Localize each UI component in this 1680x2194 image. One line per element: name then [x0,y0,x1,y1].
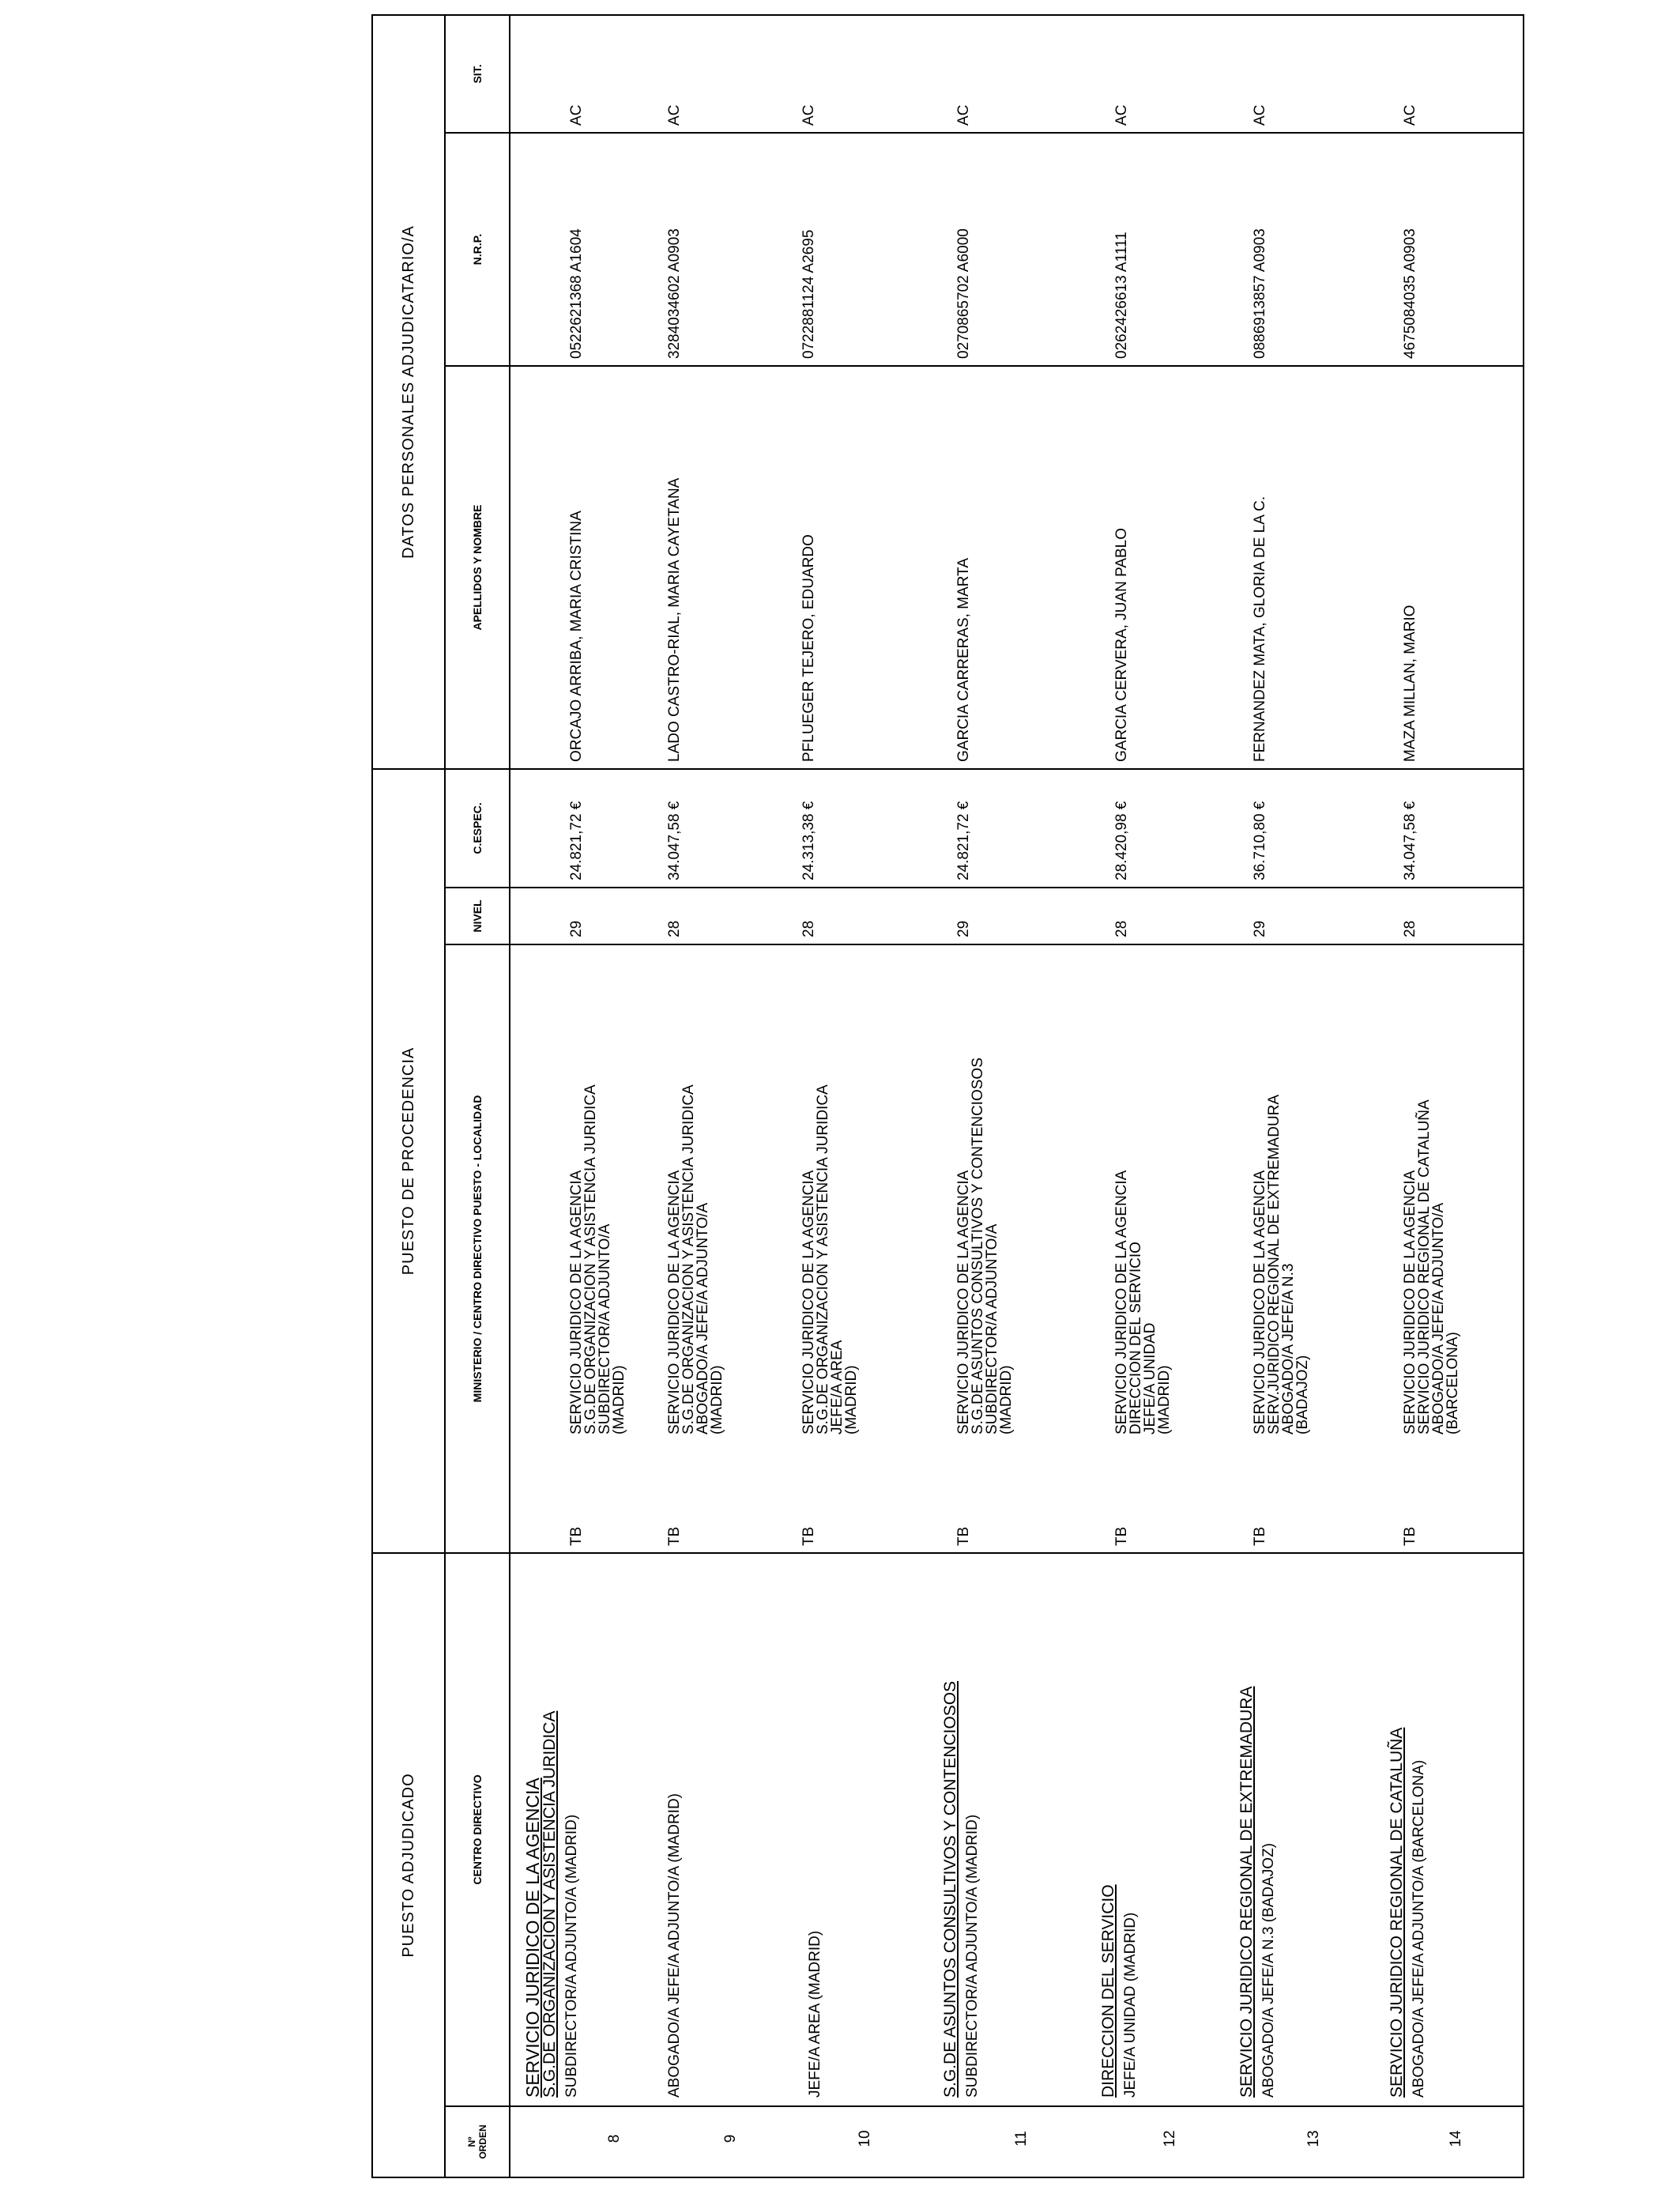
ministerio-line: (MADRID) [709,1365,725,1434]
ministerio-line: (BARCELONA) [1445,1332,1461,1434]
header-sit: SIT. [445,15,510,133]
ministerio-cell [1226,945,1376,1434]
sit-value-cell [795,16,929,132]
cespec-value: 34.047,58 € [666,801,683,880]
tb-code: TB [1113,1526,1130,1546]
ministerio-line: S.G.DE ORGANIZACION Y ASISTENCIA JURIDICA [815,1084,831,1434]
orden-cell [795,2107,929,2177]
cespec-value: 34.047,58 € [1402,801,1418,880]
header-puesto-procedencia: PUESTO DE PROCEDENCIA [372,769,445,1553]
cespec-value-cell [929,770,1087,887]
section-heading: S.G.DE ASUNTOS CONSULTIVOS Y CONTENCIOSOS [941,1680,959,2098]
apellidos-nombre-cell [795,367,929,768]
cespec-value-cell [795,770,929,887]
apellidos-nombre: LADO CASTRO-RIAL, MARIA CAYETANA [666,477,683,762]
ministerio-line: SERVICIO JURIDICO DE LA AGENCIA [666,1170,683,1434]
tb-code: TB [1252,1526,1268,1546]
ministerio-line: JEFE/A UNIDAD [1142,1322,1158,1434]
cespec-value-cell [1376,770,1510,887]
column-orden [510,2106,1524,2177]
ministerio-line: SERVICIO JURIDICO DE LA AGENCIA [1402,1170,1418,1434]
nivel-value-cell [1087,888,1226,944]
tb-code-cell [795,1434,929,1552]
tb-code-cell [929,1434,1087,1552]
orden-number: 12 [1161,2130,1178,2147]
ministerio-line: (MADRID) [998,1365,1015,1434]
apellidos-nombre-cell [1376,367,1510,768]
nrp-value: 0722881124 A2695 [800,229,817,359]
puesto-label: ABOGADO/A JEFE/A N.3 (BADAJOZ) [1260,1842,1277,2098]
sit-value-cell [1087,16,1226,132]
puesto-cell [808,1554,942,2098]
section-heading: DIRECCION DEL SERVICIO [1099,1884,1117,2098]
column-nivel [510,888,1524,944]
tb-code: TB [568,1526,585,1546]
header-orden-2: ORDEN [477,2124,488,2159]
cespec-value-cell [1226,770,1376,887]
apellidos-nombre: PFLUEGER TEJERO, EDUARDO [800,534,817,762]
nrp-value-cell [929,134,1087,365]
nivel-value-cell [929,888,1087,944]
ministerio-line: SERV.JURIDICO REGIONAL DE EXTREMADURA [1266,1094,1283,1434]
puesto-cell [942,1554,1100,2098]
sit-value: AC [1402,104,1418,126]
ministerio-line: SERVICIO JURIDICO DE LA AGENCIA [800,1170,817,1434]
apellidos-nombre-cell [661,367,795,768]
nivel-value-cell [510,888,661,944]
cespec-value: 24.313,38 € [800,801,817,880]
apellidos-nombre-cell [1087,367,1226,768]
apellidos-nombre-cell [929,367,1087,768]
sit-value-cell [510,16,661,132]
nivel-value: 28 [1402,920,1418,937]
cespec-value: 36.710,80 € [1252,801,1268,880]
header-puesto-adjudicado: PUESTO ADJUDICADO [372,1553,445,2177]
section-heading: SERVICIO JURIDICO REGIONAL DE EXTREMADURA [1237,1686,1256,2098]
orden-number: 10 [857,2130,873,2147]
header-nivel: NIVEL [445,888,510,944]
ministerio-line: ABOGADO/A JEFE/A N.3 [1280,1263,1297,1434]
column-centro-directivo [510,1553,1524,2106]
nrp-value: 4675084035 A0903 [1402,228,1418,359]
header-orden-1: Nº [466,2136,477,2147]
orden-number: 8 [606,2134,623,2143]
tb-code-cell [1376,1434,1510,1552]
ministerio-cell [661,945,795,1434]
cespec-value-cell [1087,770,1226,887]
puesto-cell [667,1554,801,2098]
puesto-label: SUBDIRECTOR/A ADJUNTO/A (MADRID) [964,1814,981,2098]
nivel-value: 28 [800,920,817,937]
header-cespec: C.ESPEC. [445,769,510,888]
nivel-value-cell [1226,888,1376,944]
cespec-value-cell [510,770,661,887]
column-cespec [510,769,1524,888]
orden-cell [1376,2107,1510,2177]
nivel-value: 29 [1252,920,1268,937]
ministerio-line: (MADRID) [843,1365,860,1434]
sit-value-cell [929,16,1087,132]
sit-value: AC [666,104,683,126]
ministerio-line: SERVICIO JURIDICO REGIONAL DE CATALUÑA [1416,1099,1433,1434]
nrp-value-cell [1226,134,1376,365]
nrp-value-cell [661,134,795,365]
tb-code-cell [1087,1434,1226,1552]
section-heading: SERVICIO JURIDICO REGIONAL DE CATALUÑA [1388,1727,1406,2098]
header-centro-directivo: CENTRO DIRECTIVO [445,1553,510,2106]
column-ministerio [510,944,1524,1434]
ministerio-cell [1376,945,1510,1434]
orden-cell [1087,2107,1226,2177]
section-heading: SERVICIO JURIDICO DE LA AGENCIA [522,1777,543,2098]
puesto-cell [510,1554,661,2098]
ministerio-line: ABOGADO/A JEFE/A ADJUNTO/A [695,1202,711,1434]
apellidos-nombre-cell [1226,367,1376,768]
puesto-cell [1100,1554,1238,2098]
nivel-value: 28 [666,920,683,937]
orden-cell [1226,2107,1376,2177]
cespec-value: 24.821,72 € [568,801,585,880]
sit-value-cell [1376,16,1510,132]
column-sit [510,15,1524,133]
ministerio-line: SUBDIRECTOR/A ADJUNTO/A [984,1223,1000,1434]
column-apellidos [510,366,1524,769]
puesto-label: ABOGADO/A JEFE/A ADJUNTO/A (MADRID) [666,1793,683,2098]
ministerio-cell [795,945,929,1434]
tb-code: TB [666,1526,683,1546]
cespec-value-cell [661,770,795,887]
ministerio-line: S.G.DE ORGANIZACION Y ASISTENCIA JURIDICA [582,1084,599,1434]
ministerio-line: SERVICIO JURIDICO DE LA AGENCIA [955,1170,972,1434]
puesto-cell [1238,1554,1388,2098]
ministerio-line: S.G.DE ORGANIZACION Y ASISTENCIA JURIDICA [680,1084,697,1434]
nivel-value: 29 [568,920,585,937]
nrp-value-cell [1087,134,1226,365]
rotated-page [371,16,1509,2178]
nrp-value-cell [795,134,929,365]
ministerio-cell [929,945,1087,1434]
nivel-value-cell [661,888,795,944]
nrp-value-cell [510,134,661,365]
tb-code-cell [661,1434,795,1552]
orden-number: 11 [1013,2131,1030,2147]
apellidos-nombre: ORCAJO ARRIBA, MARIA CRISTINA [568,511,585,762]
cespec-value: 28.420,98 € [1113,801,1130,880]
puesto-cell [1388,1554,1523,2098]
ministerio-line: ABOGADO/A JEFE/A ADJUNTO/A [1430,1202,1447,1434]
tb-code: TB [1402,1526,1418,1546]
ministerio-line: (MADRID) [1156,1365,1173,1434]
header-nrp: N.R.P. [445,133,510,366]
nrp-value: 0522621368 A1604 [568,228,585,359]
nivel-value: 29 [955,920,972,937]
sit-value: AC [1252,104,1268,126]
tb-code: TB [955,1526,972,1546]
sit-value: AC [800,104,817,126]
tb-code-cell [1226,1434,1376,1552]
apellidos-nombre: GARCIA CERVERA, JUAN PABLO [1113,527,1130,762]
ministerio-line: (BADAJOZ) [1294,1355,1311,1434]
tb-code-cell [510,1434,661,1552]
apellidos-nombre: GARCIA CARRERAS, MARTA [955,558,972,762]
ministerio-line: DIRECCION DEL SERVICIO [1128,1242,1144,1434]
ministerio-line: (MADRID) [611,1365,627,1434]
ministerio-line: SERVICIO JURIDICO DE LA AGENCIA [1252,1170,1268,1434]
sit-value: AC [1113,104,1130,126]
apellidos-nombre-cell [510,367,661,768]
nrp-value: 3284034602 A0903 [666,228,683,359]
ministerio-line: SERVICIO JURIDICO DE LA AGENCIA [1113,1170,1130,1434]
sit-value: AC [568,104,585,126]
apellidos-nombre: MAZA MILLAN, MARIO [1402,605,1418,762]
header-datos-personales: DATOS PERSONALES ADJUDICATARIO/A [372,15,445,769]
nivel-value-cell [1376,888,1510,944]
puesto-label: SUBDIRECTOR/A ADJUNTO/A (MADRID) [563,1814,580,2098]
apellidos-nombre: FERNANDEZ MATA, GLORIA DE LA C. [1252,496,1268,762]
nrp-value: 0270865702 A6000 [955,228,972,359]
nivel-value: 28 [1113,920,1130,937]
section-heading: S.G.DE ORGANIZACION Y ASISTENCIA JURIDICA [541,1710,559,2098]
orden-number: 14 [1448,2130,1464,2147]
puesto-label: ABOGADO/A JEFE/A ADJUNTO/A (BARCELONA) [1411,1759,1427,2098]
puesto-label: JEFE/A UNIDAD (MADRID) [1122,1912,1139,2098]
sit-value-cell [661,16,795,132]
ministerio-line: S.G.DE ASUNTOS CONSULTIVOS Y CONTENCIOSOS [970,1057,986,1434]
ministerio-line: SERVICIO JURIDICO DE LA AGENCIA [568,1170,585,1434]
orden-cell [929,2107,1087,2177]
orden-cell [510,2107,661,2177]
header-ministerio: MINISTERIO / CENTRO DIRECTIVO PUESTO - LOCALIDAD [445,944,510,1553]
sit-value: AC [955,104,972,126]
ministerio-line: SUBDIRECTOR/A ADJUNTO/A [597,1223,613,1434]
puesto-label: JEFE/A AREA (MADRID) [807,1930,823,2098]
column-nrp [510,133,1524,366]
header-orden [445,2106,510,2177]
nivel-value-cell [795,888,929,944]
sit-value-cell [1226,16,1376,132]
nrp-value: 0262426613 A1111 [1113,232,1130,359]
header-apellidos: APELLIDOS Y NOMBRE [445,366,510,769]
ministerio-cell [510,945,661,1434]
cespec-value: 24.821,72 € [955,801,972,880]
adjudication-table [371,14,1524,2178]
nrp-value: 0886913857 A0903 [1252,228,1268,359]
ministerio-line: JEFE/A AREA [829,1340,846,1434]
ministerio-cell [1087,945,1226,1434]
orden-cell [661,2107,795,2177]
orden-number: 13 [1305,2130,1322,2147]
nrp-value-cell [1376,134,1510,365]
column-tb [510,1434,1524,1553]
orden-number: 9 [722,2134,739,2143]
tb-code: TB [800,1526,817,1546]
